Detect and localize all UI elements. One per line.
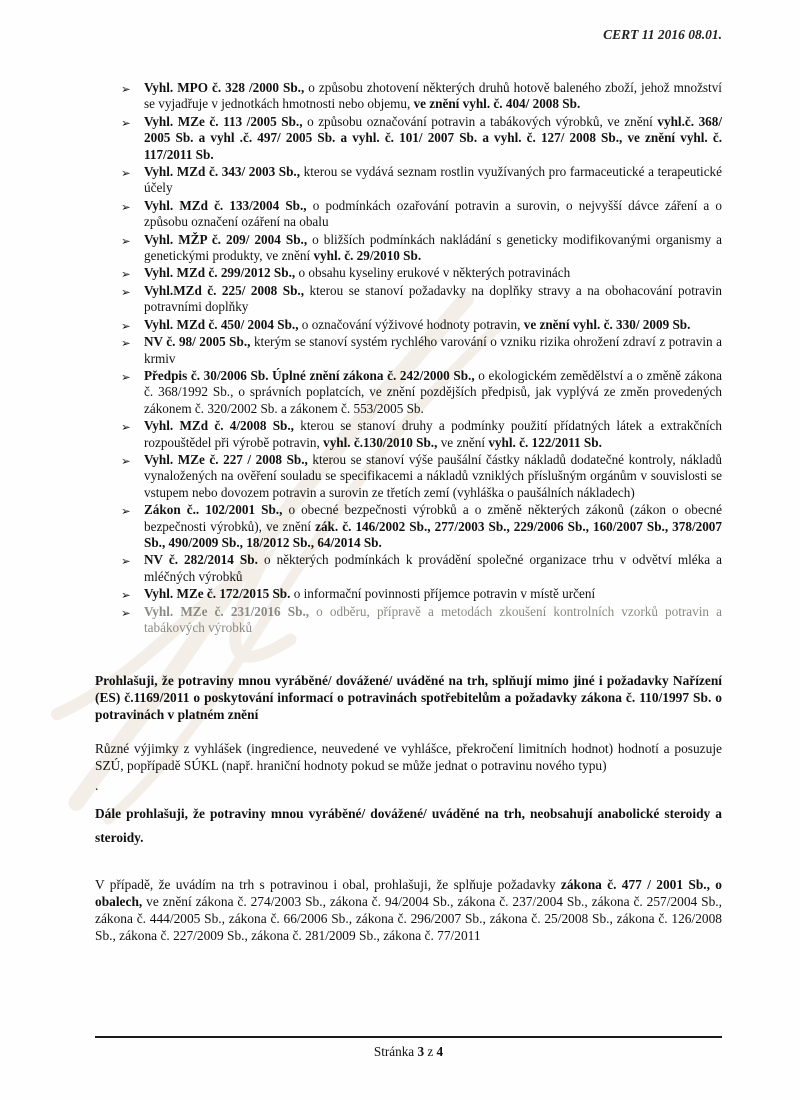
arrow-bullet-icon: ➢ — [121, 117, 131, 130]
text-segment: ve znění — [437, 434, 489, 450]
declaration-paragraph — [95, 802, 722, 850]
text-segment: kterou se vydává seznam rostlin využívaných pro farmaceutické a terapeutické účely — [144, 164, 722, 196]
text-segment: o informační povinnosti příjemce potravin v místě určení — [293, 586, 596, 602]
regulation-item — [121, 164, 722, 197]
arrow-bullet-icon: ➢ — [121, 556, 131, 569]
text-segment: . — [95, 778, 99, 794]
arrow-bullet-icon: ➢ — [121, 320, 131, 333]
text-segment: vyhl. č. 29/2010 Sb. — [313, 248, 422, 264]
regulation-item — [121, 452, 722, 501]
text-segment: kterou se stanoví výše paušální částky nákladů dodatečné kontroly, nákladů vynaložených na ověření souladu se specifikacemi a nákladů vzniklých příslušným orgánům v souvislosti se vstupem nebo dovozem potravin a surovin ze třetích zemí (vyhláška o paušálních nákladech) — [144, 451, 722, 500]
text-segment: Vyhl. MZd č. 133/2004 Sb., — [144, 197, 313, 213]
text-segment: Vyhl. MŽP č. 209/ 2004 Sb., — [144, 231, 313, 247]
text-segment: Vyhl. MZe č. 231/2016 Sb., — [144, 603, 317, 619]
text-segment: NV č. 282/2014 Sb. — [144, 552, 264, 568]
text-segment: 4 — [436, 1044, 444, 1059]
text-segment: o odběru, přípravě a metodách zkoušení kontrolních vzorků potravin a tabákových výrobků — [144, 603, 722, 635]
declarations — [95, 672, 722, 944]
text-segment: Vyhl. MZe č. 113 /2005 Sb., — [144, 113, 308, 129]
regulation-item-text — [144, 164, 722, 197]
text-segment: zákona č. 477 / 2001 Sb., o obalech, — [95, 877, 722, 910]
regulation-item — [121, 265, 722, 281]
regulation-item — [121, 334, 722, 367]
text-segment: o způsobu zhotovení některých druhů hotově baleného zboží, jehož množství se vyjadřuje v jednotkách hmotnosti nebo objemu, — [144, 80, 722, 112]
regulation-item-text — [144, 502, 722, 551]
arrow-bullet-icon: ➢ — [121, 607, 131, 620]
text-segment: Vyhl. MPO č. 328 /2000 Sb., — [144, 80, 309, 95]
arrow-bullet-icon: ➢ — [121, 201, 131, 214]
text-segment: Vyhl.MZd č. 225/ 2008 Sb., — [144, 282, 310, 298]
regulation-item — [121, 552, 722, 585]
text-segment: vyhl.č. 368/ 2005 Sb. a vyhl .č. 497/ 2005 Sb. a vyhl. č. 101/ 2007 Sb. a vyhl. č. 127/ 2008 Sb., ve znění vyhl. č. 117/2011 Sb. — [144, 113, 723, 162]
page-number — [95, 1044, 722, 1060]
regulation-item-text — [144, 452, 722, 501]
arrow-bullet-icon: ➢ — [121, 269, 131, 282]
arrow-bullet-icon: ➢ — [121, 455, 131, 468]
text-segment: o obecné bezpečnosti výrobků a o změně některých zákonů (zákon o obecné bezpečnosti výrobků), ve znění — [144, 502, 722, 534]
declaration-paragraph — [95, 876, 722, 944]
regulation-item — [121, 198, 722, 231]
text-segment: Prohlašuji, že potraviny mnou vyráběné/ dovážené/ uváděné na trh, splňují mimo jiné i požadavky Nařízení (ES) č.1169/2011 o poskytování informací o potravinách spotřebitelům a požadavky zákona č. 110/1997 Sb. o potravinách v platném znění — [95, 673, 722, 723]
text-segment: kterou se stanoví druhy a podmínky použití přídatných látek a extrakčních rozpouštědel při výrobě potravin, — [144, 418, 722, 450]
text-segment: o některých podmínkách k provádění společné organizace trhu v odvětví mléka a mléčných výrobků — [144, 552, 722, 584]
regulation-item-text — [144, 265, 722, 281]
regulation-item-text — [144, 368, 722, 417]
text-segment: ve znění vyhl. č. 404/ 2008 Sb. — [413, 96, 581, 112]
declaration-paragraph — [95, 777, 722, 794]
text-segment: Dále prohlašuji, že potraviny mnou vyráběné/ dovážené/ uváděné na trh, neobsahují anabolické steroidy a steroidy. — [95, 806, 722, 846]
text-segment: Vyhl. MZd č. 299/2012 Sb., — [144, 265, 299, 281]
page-footer — [95, 1036, 722, 1060]
text-segment: o označování výživové hodnoty potravin, — [301, 316, 524, 332]
arrow-bullet-icon: ➢ — [121, 286, 131, 299]
regulation-item — [121, 418, 722, 451]
text-segment: kterou se stanoví požadavky na doplňky stravy a na obohacování potravin potravními doplňky — [144, 282, 722, 315]
arrow-bullet-icon: ➢ — [121, 168, 131, 181]
text-segment: Vyhl. MZd č. 450/ 2004 Sb., — [144, 316, 302, 332]
text-segment: Různé výjimky z vyhlášek (ingredience, neuvedené ve vyhlášce, překročení limitních hodnot) hodnotí a posuzuje SZÚ, popřípadě SÚKL (např. hraniční hodnoty pokud se může jednat o potravinu nového typu) — [95, 741, 722, 774]
regulation-item — [121, 502, 722, 551]
text-segment: NV č. 98/ 2005 Sb., — [144, 334, 254, 350]
regulation-item — [121, 114, 722, 163]
text-segment: 3 — [417, 1044, 425, 1059]
regulation-item-text — [144, 418, 722, 451]
text-segment: V případě, že uvádím na trh s potravinou i obal, prohlašuji, že splňuje požadavky — [95, 877, 561, 893]
arrow-bullet-icon: ➢ — [121, 590, 131, 603]
arrow-bullet-icon: ➢ — [121, 338, 131, 351]
regulation-item-text — [144, 114, 722, 163]
document-content — [95, 80, 722, 961]
arrow-bullet-icon: ➢ — [121, 84, 131, 96]
arrow-bullet-icon: ➢ — [121, 235, 131, 248]
text-segment: Vyhl. MZd č. 343/ 2003 Sb., — [144, 164, 304, 180]
arrow-bullet-icon: ➢ — [121, 371, 131, 384]
text-segment: Předpis č. 30/2006 Sb. Úplné znění zákona č. 242/2000 Sb., — [144, 367, 479, 383]
regulation-item — [121, 317, 722, 333]
regulation-item-text — [144, 552, 722, 585]
regulation-item-text — [144, 232, 722, 265]
document-code: CERT 11 2016 08.01. — [603, 27, 722, 42]
text-segment: zák. č. 146/2002 Sb., 277/2003 Sb., 229/2006 Sb., 160/2007 Sb., 378/2007 Sb., 490/2009 Sb., 18/2012 Sb., 64/2014 Sb. — [144, 518, 722, 550]
text-segment: o obsahu kyseliny erukové v některých potravinách — [298, 265, 571, 281]
regulation-item-text — [144, 317, 722, 333]
text-segment: o způsobu označování potravin a tabákových výrobků, ve znění — [307, 113, 658, 129]
regulation-item — [121, 368, 722, 417]
regulation-item — [121, 604, 722, 637]
regulation-item-text — [144, 604, 722, 637]
regulation-item-text — [144, 283, 722, 316]
regulations-list — [95, 80, 722, 636]
regulation-item — [121, 283, 722, 316]
declaration-paragraph — [95, 740, 722, 774]
text-segment: vyhl. č.130/2010 Sb., — [323, 434, 438, 450]
text-segment: o ekologickém zemědělství a o změně zákona č. 368/1992 Sb., o správních poplatcích, ve znění pozdějších předpisů, jak vyplývá ze změn provedených zákonem č. 320/2002 Sb. a zákonem č. 553/2005 Sb. — [144, 367, 722, 416]
text-segment: o podmínkách ozařování potravin a surovin, o nejvyšší dávce záření a o způsobu označení ozáření na obalu — [144, 197, 722, 230]
regulation-item — [121, 232, 722, 265]
regulation-item — [121, 80, 722, 113]
regulation-item-text — [144, 80, 722, 113]
regulation-item-text — [144, 198, 722, 231]
regulation-item — [121, 586, 722, 602]
text-segment: kterým se stanoví systém rychlého varování o vzniku rizika ohrožení zdraví z potravin a krmiv — [144, 334, 722, 366]
text-segment: z — [424, 1044, 437, 1059]
declaration-paragraph — [95, 672, 722, 723]
text-segment: Zákon č.. 102/2001 Sb., — [144, 502, 289, 518]
text-segment: o bližších podmínkách nakládání s geneticky modifikovanými organismy a genetickými produkty, ve znění — [144, 231, 722, 264]
arrow-bullet-icon: ➢ — [121, 506, 131, 519]
text-segment: Stránka — [373, 1044, 418, 1059]
arrow-bullet-icon: ➢ — [121, 422, 131, 435]
text-segment: Vyhl. MZe č. 227 / 2008 Sb., — [144, 451, 313, 467]
regulation-item-text — [144, 334, 722, 367]
text-segment: Vyhl. MZe č. 172/2015 Sb. — [144, 586, 294, 602]
text-segment: ve znění zákona č. 274/2003 Sb., zákona č. 94/2004 Sb., zákona č. 237/2004 Sb., zákona č. 257/2004 Sb., zákona č. 444/2005 Sb., zákona č. 66/2006 Sb., zákona č. 296/2007 Sb., zákona č. 25/2008 Sb., zákona č. 126/2008 Sb., zákona č. 227/2009 Sb., zákona č. 281/2009 Sb., zákona č. 77/2011 — [95, 894, 722, 944]
footer-divider — [95, 1036, 722, 1038]
text-segment: vyhl. č. 122/2011 Sb. — [488, 434, 602, 450]
regulation-item-text — [144, 586, 722, 602]
text-segment: ve znění vyhl. č. 330/ 2009 Sb. — [523, 316, 691, 332]
text-segment: Vyhl. MZd č. 4/2008 Sb., — [144, 418, 301, 434]
